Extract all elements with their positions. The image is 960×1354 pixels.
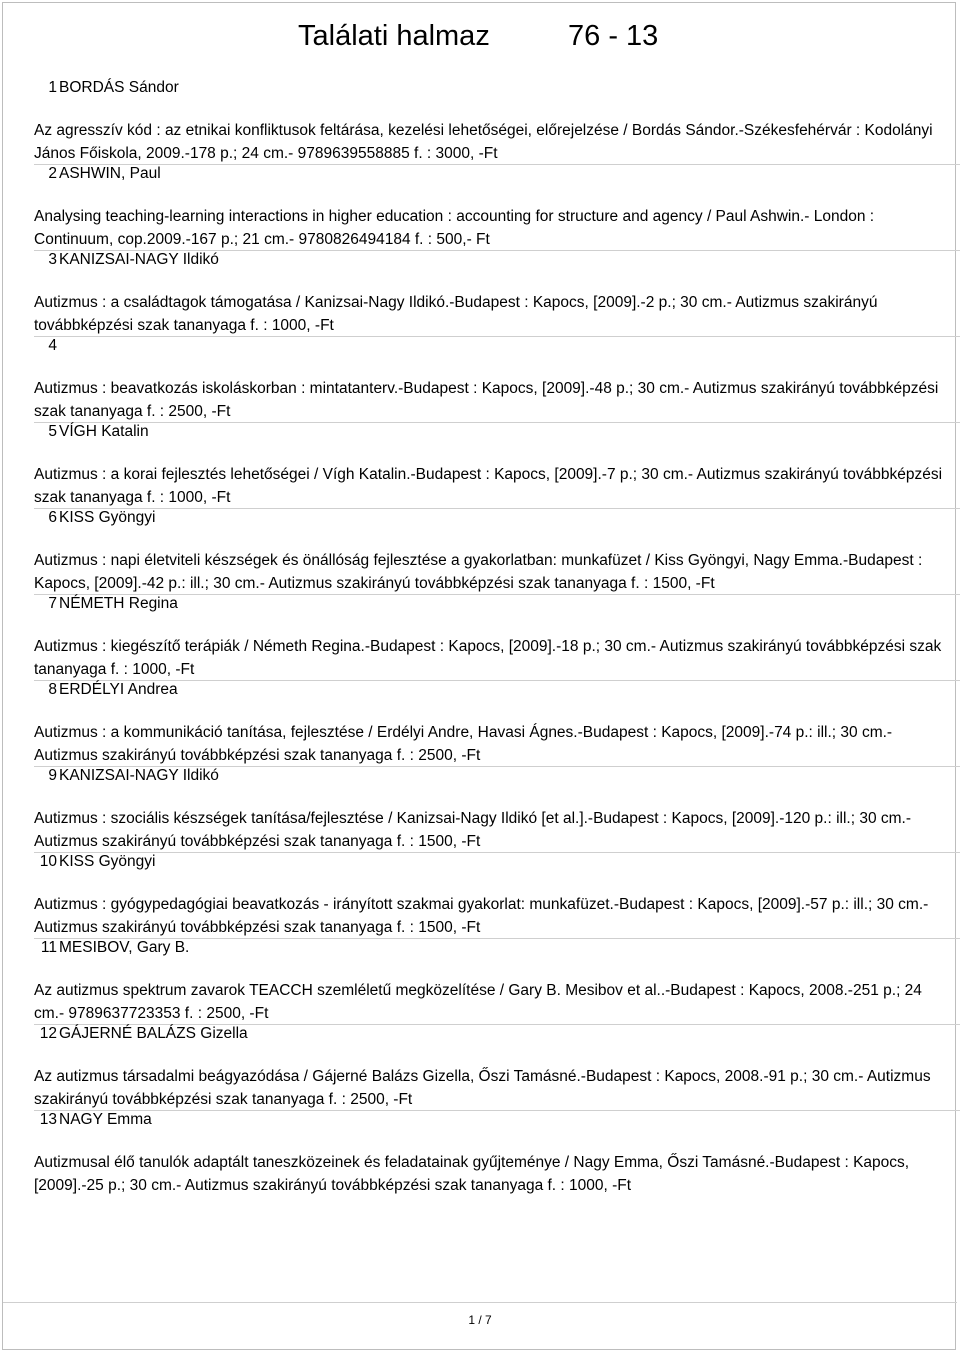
record [0,853,960,939]
record-description: Autizmus : szociális készségek tanítása/fejlesztése / Kanizsai-Nagy Ildikó [et al.].-Budapest : Kapocs, [2009].-120 p.: ill.; 30 cm.- Autizmus szakirányú továbbképzési szak tananyaga f. : 1500, -Ft [34,810,912,850]
record-author: NÉMETH Regina [59,595,178,612]
record-author: KISS Gyöngyi [59,509,156,526]
record [0,767,960,853]
record-description: Autizmus : gyógypedagógiai beavatkozás - irányított szakmai gyakorlat: munkafüzet.-Budapest : Kapocs, [2009].-57 p.: ill.; 30 cm.- Autizmus szakirányú továbbképzési szak tananyaga f. : 1500, -Ft [34,896,929,936]
footer-divider [3,1302,957,1303]
record-description: Analysing teaching-learning interactions in higher education : accounting for structure and agency / Paul Ashwin.- London : Continuum, cop.2009.-167 p.; 21 cm.- 9780826494184 f. : 500,- Ft [34,208,875,248]
record [0,165,960,251]
record-description: Az autizmus spektrum zavarok TEACCH szemléletű megközelítése / Gary B. Mesibov et al..-Budapest : Kapocs, 2008.-251 p.; 24 cm.- 9789637723353 f. : 2500, -Ft [34,982,922,1022]
record-number: 4 [48,337,57,354]
record [0,595,960,681]
record [0,337,960,423]
record-description: Autizmus : a kommunikáció tanítása, fejlesztése / Erdélyi Andre, Havasi Ágnes.-Budapest : Kapocs, [2009].-74 p.: ill.; 30 cm.- Autizmus szakirányú továbbképzési szak tananyaga f. : 2500, -Ft [34,724,893,764]
record-author: BORDÁS Sándor [59,79,179,96]
record-description: Az autizmus társadalmi beágyazódása / Gájerné Balázs Gizella, Őszi Tamásné.-Budapest : Kapocs, 2008.-91 p.; 30 cm.- Autizmus szakirányú továbbképzési szak tananyaga f. : 2500, -Ft [34,1068,931,1108]
record-number: 5 [48,423,57,440]
record-number: 12 [39,1025,57,1042]
record-author: ASHWIN, Paul [59,165,161,182]
record-description: Autizmus : beavatkozás iskoláskorban : mintatanterv.-Budapest : Kapocs, [2009].-48 p.; 30 cm.- Autizmus szakirányú továbbképzési szak tananyaga f. : 2500, -Ft [34,380,939,420]
record-number: 8 [48,681,57,698]
record [0,251,960,337]
record-number: 9 [48,767,57,784]
record-number: 6 [48,509,57,526]
record-number: 1 [48,79,57,96]
record-author: NAGY Emma [59,1111,152,1128]
record-number: 2 [48,165,57,182]
record-description: Autizmusal élő tanulók adaptált taneszközeinek és feladatainak gyűjteménye / Nagy Emma, Őszi Tamásné.-Budapest : Kapocs, [2009].-25 p.; 30 cm.- Autizmus szakirányú továbbképzési szak tananyaga f. : 1000, -Ft [34,1154,910,1194]
record-number: 11 [40,939,57,956]
record-number: 13 [39,1111,57,1128]
page-header [0,0,960,80]
record [0,939,960,1025]
record [0,681,960,767]
page-title: Találati halmaz [298,20,490,52]
record-description: Autizmus : a korai fejlesztés lehetőségei / Vígh Katalin.-Budapest : Kapocs, [2009].-7 p.; 30 cm.- Autizmus szakirányú továbbképzési szak tananyaga f. : 1000, -Ft [34,466,943,506]
record [0,1111,960,1197]
record-author: MESIBOV, Gary B. [59,939,190,956]
record-number: 3 [48,251,57,268]
record [0,509,960,595]
result-range: 76 - 13 [568,20,659,52]
record-description: Az agresszív kód : az etnikai konfliktusok feltárása, kezelési lehetőségei, előrejelzése / Bordás Sándor.-Székesfehérvár : Kodolányi János Főiskola, 2009.-178 p.; 24 cm.- 9789639558885 f. : 3000, -Ft [34,122,933,162]
record-author: GÁJERNÉ BALÁZS Gizella [59,1025,248,1042]
record-author: KISS Gyöngyi [59,853,156,870]
record [0,79,960,165]
record-author: KANIZSAI-NAGY Ildikó [59,251,219,268]
record [0,1025,960,1111]
record-description: Autizmus : a családtagok támogatása / Kanizsai-Nagy Ildikó.-Budapest : Kapocs, [2009].-2 p.; 30 cm.- Autizmus szakirányú továbbképzési szak tananyaga f. : 1000, -Ft [34,294,878,334]
record-list [0,79,960,1197]
record-author: VÍGH Katalin [59,423,149,440]
record-author: ERDÉLYI Andrea [59,681,178,698]
record [0,423,960,509]
record-author: KANIZSAI-NAGY Ildikó [59,767,219,784]
record-description: Autizmus : kiegészítő terápiák / Németh Regina.-Budapest : Kapocs, [2009].-18 p.; 30 cm.- Autizmus szakirányú továbbképzési szak tananyaga f. : 1000, -Ft [34,638,942,678]
record-number: 10 [39,853,57,870]
page-number: 1 / 7 [468,1313,492,1327]
record-number: 7 [48,595,57,612]
record-description: Autizmus : napi életviteli készségek és önállóság fejlesztése a gyakorlatban: munkafüzet / Kiss Gyöngyi, Nagy Emma.-Budapest : Kapocs, [2009].-42 p.: ill.; 30 cm.- Autizmus szakirányú továbbképzési szak tananyaga f. : 1500, -Ft [34,552,923,592]
